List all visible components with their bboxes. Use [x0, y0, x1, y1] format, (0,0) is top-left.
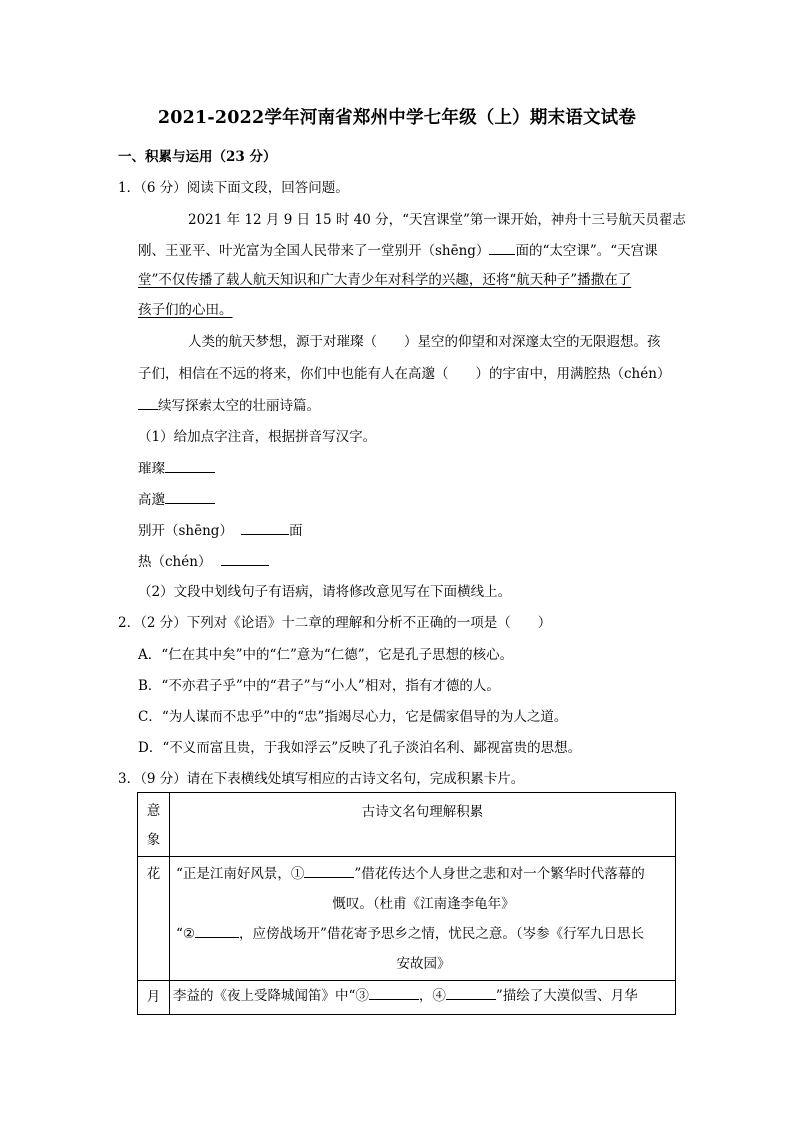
q1-passage-line: 2021 年 12 月 9 日 15 时 40 分，“天宫课堂”第一课开始，神舟十三号航天员翟志 [188, 212, 686, 228]
row-label-moon [138, 981, 170, 1015]
table-header-row [138, 793, 676, 857]
fill-item [138, 458, 215, 479]
table-text: ”描绘了大漠似雪、月华 [495, 988, 638, 1004]
table-line [176, 919, 671, 949]
q1-inline-blank[interactable] [138, 395, 158, 410]
table-line [176, 859, 671, 889]
header-char: 象 [146, 832, 161, 848]
q1-underlined-sentence: 孩子们的心田。 [138, 302, 233, 318]
header-cell-imagery [138, 793, 170, 857]
row-label: 花 [146, 866, 161, 882]
table-line: 慨叹。（杜甫《江南逢李龟年》 [332, 896, 515, 912]
table-text: ，④ [418, 988, 446, 1004]
section-heading: 一、积累与运用（23 分） [118, 149, 277, 165]
q1-passage-line: 人类的航天梦想，源于对璀璨（ ）星空的仰望和对深邃太空的无限遐想。孩 [188, 334, 661, 350]
header-cell-title [170, 793, 676, 857]
table-row-flower [138, 857, 676, 981]
row-label-flower [138, 857, 170, 981]
fill-label: 别开（shēng） [138, 523, 233, 539]
fill-item [138, 551, 269, 572]
fill-item [138, 489, 215, 510]
flower-content [170, 857, 676, 981]
q2-option-b[interactable]: B．“不亦君子乎”中的“君子”与“小人”相对，指有才德的人。 [138, 678, 500, 694]
answer-blank[interactable] [165, 489, 215, 504]
table-text: “② [176, 926, 196, 942]
q2-option-d[interactable]: D．“不义而富且贵，于我如浮云”反映了孔子淡泊名利、鄙视富贵的思想。 [138, 740, 582, 756]
answer-blank[interactable] [241, 520, 289, 535]
q1-underlined-sentence: 堂”不仅传播了载人航天知识和广大青少年对科学的兴趣，还将“航天种子”播撒在了 [138, 272, 632, 288]
moon-content [170, 981, 676, 1015]
fill-label: 热（chén） [138, 554, 212, 570]
answer-blank-3[interactable] [369, 985, 419, 1000]
q1-inline-blank[interactable] [489, 240, 515, 255]
answer-blank-2[interactable] [195, 923, 239, 938]
table-text: 李益的《夜上受降城闻笛》中“③ [173, 988, 369, 1004]
fill-label-suffix: 面 [288, 523, 303, 539]
table-text: ，应傍战场开”借花寄予思乡之情，忧民之意。（岑参《行军九日思长 [239, 926, 645, 942]
q1-passage-line [138, 240, 658, 261]
q1-passage-line [138, 395, 320, 416]
q1-passage-text: 续写探索太空的壮丽诗篇。 [158, 398, 320, 414]
table-line [173, 981, 671, 1011]
q2-option-c[interactable]: C．“为人谋而不忠乎”中的“忠”指竭尽心力，它是儒家倡导的为人之道。 [138, 709, 568, 725]
table-text: “正是江南好风景，① [176, 866, 305, 882]
row-label: 月 [146, 989, 161, 1005]
q3-stem: 3．（9 分）请在下表横线处填写相应的古诗文名句，完成积累卡片。 [118, 771, 525, 787]
answer-blank-4[interactable] [446, 985, 496, 1000]
q2-stem: 2．（2 分）下列对《论语》十二章的理解和分析不正确的一项是（ ） [118, 615, 552, 631]
q2-option-a[interactable]: A．“仁在其中矣”中的“仁”意为“仁德”，它是孔子思想的核心。 [138, 647, 514, 663]
answer-blank[interactable] [221, 551, 269, 566]
fill-label: 璀璨 [138, 461, 165, 477]
table-line: 安故园》 [396, 956, 451, 972]
q1-stem: 1．（6 分）阅读下面文段，回答问题。 [118, 180, 349, 196]
header-title: 古诗文名句理解积累 [361, 804, 484, 820]
q1-passage-text: 刚、王亚平、叶光富为全国人民带来了一堂别开（shēng） [138, 243, 490, 259]
table-text: ”借花传达个人身世之悲和对一个繁华时代落幕的 [354, 866, 645, 882]
q1-passage-text: 面的“太空课”。“天宫课 [515, 243, 658, 259]
q1-sub1-prompt: （1）给加点字注音，根据拼音写汉字。 [138, 429, 377, 445]
table-row-moon [138, 981, 676, 1015]
accumulation-card-table [137, 792, 676, 1015]
page-title: 2021-2022学年河南省郑州中学七年级（上）期末语文试卷 [157, 108, 637, 128]
answer-blank[interactable] [165, 458, 215, 473]
fill-label: 高邈 [138, 492, 165, 508]
q1-passage-line: 子们，相信在不远的将来，你们中也能有人在高邈（ ）的宇宙中，用满腔热（chén） [138, 366, 671, 382]
answer-blank-1[interactable] [304, 863, 354, 878]
fill-item [138, 520, 302, 541]
header-char: 意 [146, 803, 161, 819]
q1-sub2-prompt: （2）文段中划线句子有语病，请将修改意见写在下面横线上。 [138, 584, 512, 600]
